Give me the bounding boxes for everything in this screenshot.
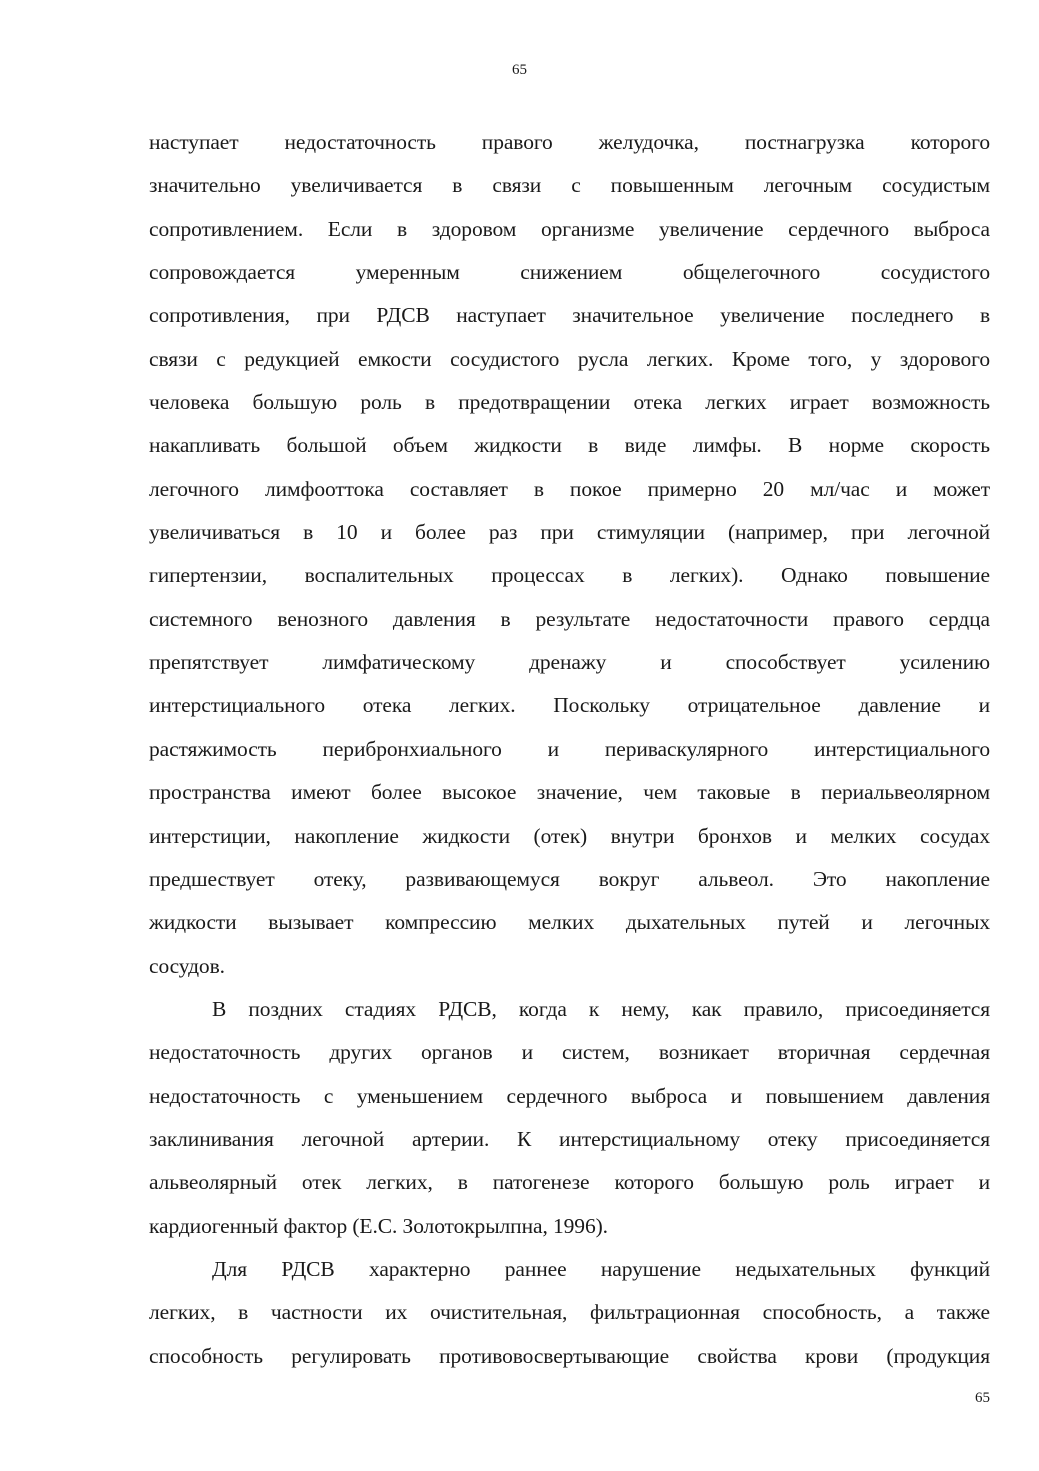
body-text (149, 121, 990, 1378)
text-line: недостаточность с уменьшением сердечного выброса и повышением давления (149, 1083, 990, 1108)
text-line: Для РДСВ характерно раннее нарушение недыхательных функций (212, 1256, 990, 1281)
text-line: увеличиваться в 10 и более раз при стимуляции (например, при легочной (149, 520, 990, 545)
text-line: наступает недостаточность правого желудочка, постнагрузка которого (149, 130, 990, 154)
text-line: жидкости вызывает компрессию мелких дыхательных путей и легочных (149, 910, 990, 935)
text-line: сосудов. (149, 953, 225, 978)
text-line: растяжимость перибронхиального и периваскулярного интерстициального (149, 736, 990, 761)
text-line: В поздних стадиях РДСВ, когда к нему, как правило, присоединяется (212, 996, 990, 1021)
text-line: человека большую роль в предотвращении отека легких играет возможность (149, 390, 990, 415)
text-line: недостаточность других органов и систем, возникает вторичная сердечная (149, 1040, 990, 1065)
text-line: предшествует отеку, развивающемуся вокруг альвеол. Это накопление (149, 866, 990, 891)
text-line: интерстиции, накопление жидкости (отек) внутри бронхов и мелких сосудах (149, 823, 990, 848)
text-line: способность регулировать противовосвертывающие свойства крови (продукция (149, 1343, 990, 1368)
text-line: значительно увеличивается в связи с повышенным легочным сосудистым (149, 173, 990, 198)
paragraph-1 (149, 121, 990, 988)
text-line: легких, в частности их очистительная, фильтрационная способность, а также (149, 1300, 990, 1325)
text-line: гипертензии, воспалительных процессах в легких). Однако повышение (149, 563, 990, 588)
paragraph-3 (149, 1248, 990, 1378)
text-line: сопротивлением. Если в здоровом организме увеличение сердечного выброса (149, 216, 990, 241)
text-line: препятствует лимфатическому дренажу и способствует усилению (149, 650, 990, 675)
text-line: заклинивания легочной артерии. К интерстициальному отеку присоединяется (149, 1126, 990, 1151)
text-line: связи с редукцией емкости сосудистого русла легких. Кроме того, у здорового (149, 346, 990, 371)
paragraph-2 (149, 988, 990, 1248)
text-line: сопротивления, при РДСВ наступает значительное увеличение последнего в (149, 303, 990, 328)
text-line: накапливать большой объем жидкости в виде лимфы. В норме скорость (149, 433, 990, 458)
text-line: кардиогенный фактор (Е.С. Золотокрылпна, 1996). (149, 1213, 608, 1238)
page-number-top: 65 (512, 62, 527, 78)
text-line: пространства имеют более высокое значение, чем таковые в периальвеолярном (149, 780, 990, 805)
text-line: сопровождается умеренным снижением общелегочного сосудистого (149, 260, 990, 285)
text-line: альвеолярный отек легких, в патогенезе которого большую роль играет и (149, 1170, 990, 1195)
text-line: системного венозного давления в результате недостаточности правого сердца (149, 606, 990, 631)
text-line: легочного лимфооттока составляет в покое примерно 20 мл/час и может (149, 476, 990, 501)
page-number-bottom: 65 (975, 1390, 990, 1406)
text-line: интерстициального отека легких. Поскольку отрицательное давление и (149, 693, 990, 718)
